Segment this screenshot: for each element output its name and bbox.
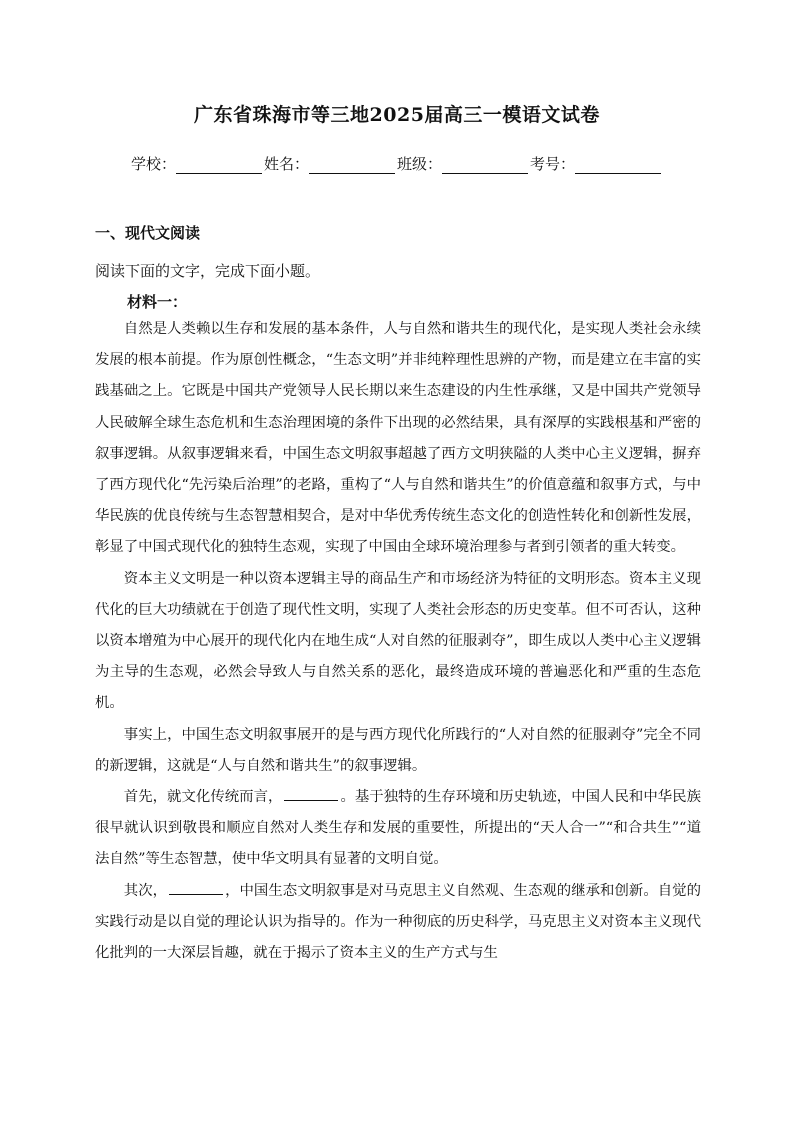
fill-in-blank-1[interactable] [284,786,338,801]
paragraph-4 [95,782,701,876]
paragraph-4-after: 。基于独特的生存环境和历史轨迹，中国人民和中华民族很早就认识到敬畏和顺应自然对人类生存和发展的重要性，所提出的“天人合一”“和合共生”“道法自然”等生态智慧，使中华文明具有显著的文明自觉。 [95,789,701,868]
class-blank[interactable] [442,156,528,174]
exam-title: 广东省珠海市等三地2025届高三一模语文试卷 [194,104,600,126]
reading-instruction: 阅读下面的文字，完成下面小题。 [95,262,321,280]
fill-in-blank-2[interactable] [169,880,223,895]
school-blank[interactable] [176,156,262,174]
student-info-fields [0,153,794,174]
paragraph-5-after: ，中国生态文明叙事是对马克思主义自然观、生态观的继承和创新。自觉的实践行动是以自觉的理论认识为指导的。作为一种彻底的历史科学，马克思主义对资本主义现代化批判的一大深层旨趣，就在于揭示了资本主义的生产方式与生 [95,882,701,962]
passage-body [95,314,701,969]
class-label: 班级： [397,155,443,173]
paragraph-1: 自然是人类赖以生存和发展的基本条件，人与自然和谐共生的现代化，是实现人类社会永续发展的根本前提。作为原创性概念，“生态文明”并非纯粹理性思辨的产物，而是建立在丰富的实践基础之上。它既是中国共产党领导人民长期以来生态建设的内生性承继，又是中国共产党领导人民破解全球生态危机和生态治理困境的条件下出现的必然结果，具有深厚的实践根基和严密的叙事逻辑。从叙事逻辑来看，中国生态文明叙事超越了西方文明狭隘的人类中心主义逻辑，摒弃了西方现代化“先污染后治理”的老路，重构了“人与自然和谐共生”的价值意蕴和叙事方式，与中华民族的优良传统与生态智慧相契合，是对中华优秀传统生态文化的创造性转化和创新性发展，彰显了中国式现代化的独特生态观，实现了中国由全球环境治理参与者到引领者的重大转变。 [95,321,701,556]
section-heading: 一、现代文阅读 [95,224,201,242]
paragraph-5 [95,876,701,970]
exam-number-field [530,153,663,174]
name-label: 姓名： [263,155,309,173]
paragraph-2: 资本主义文明是一种以资本逻辑主导的商品生产和市场经济为特征的文明形态。资本主义现代化的巨大功绩就在于创造了现代性文明，实现了人类社会形态的历史变革。但不可否认，这种以资本增殖为中心展开的现代化内在地生成“人对自然的征服剥夺”，即生成以人类中心主义逻辑为主导的生态观，必然会导致人与自然关系的恶化，最终造成环境的普遍恶化和严重的生态危机。 [95,570,701,712]
exam-number-label: 考号： [530,155,576,173]
name-blank[interactable] [309,156,395,174]
name-field [264,153,397,174]
paragraph-5-before: 其次， [123,882,168,899]
class-field [397,153,530,174]
material-label: 材料一： [127,293,188,311]
paragraph-3: 事实上，中国生态文明叙事展开的是与西方现代化所践行的“人对自然的征服剥夺”完全不同的新逻辑，这就是“人与自然和谐共生”的叙事逻辑。 [95,726,701,774]
exam-number-blank[interactable] [575,156,661,174]
paragraph-4-before: 首先，就文化传统而言， [123,789,283,806]
school-field [131,153,264,174]
school-label: 学校： [130,155,176,173]
